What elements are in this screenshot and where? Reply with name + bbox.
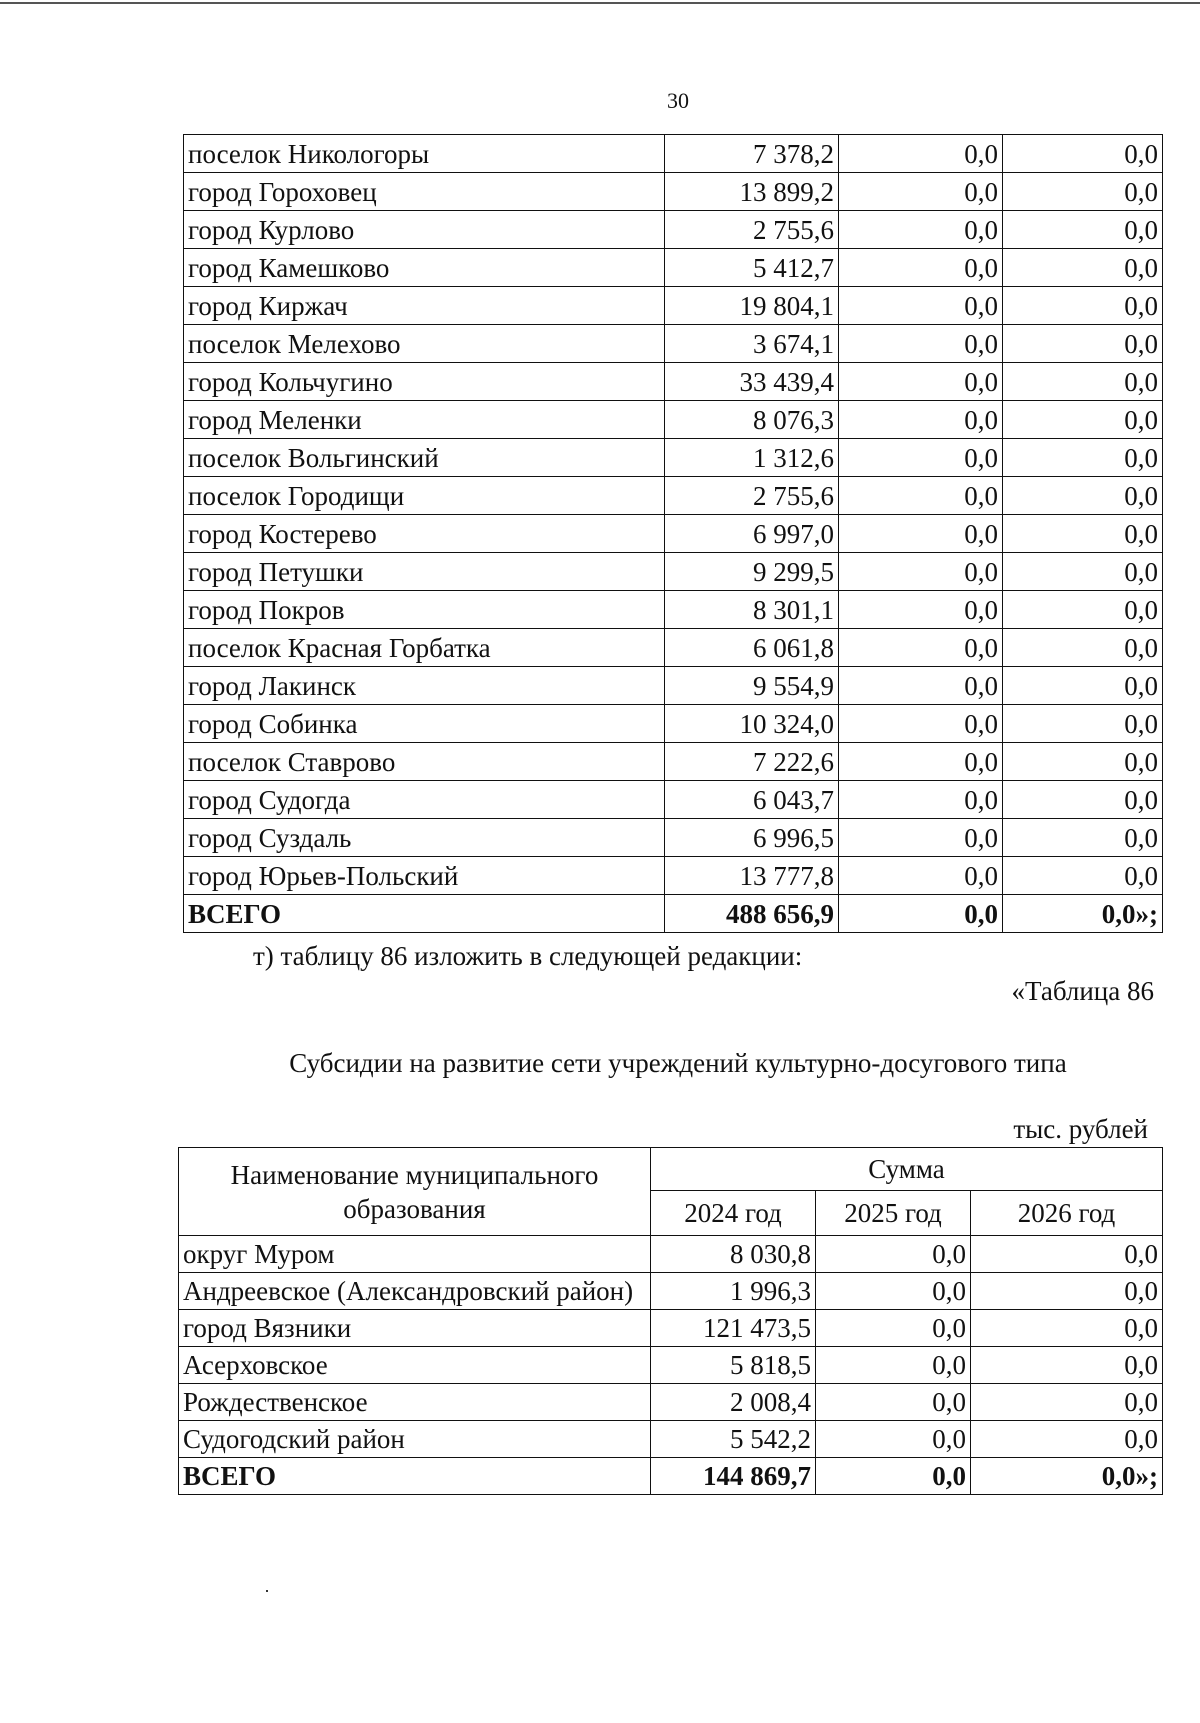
table1-body xyxy=(184,135,1163,933)
municipality-name: город Суздаль xyxy=(184,819,665,857)
amount-2025: 0,0 xyxy=(839,857,1003,895)
table-row xyxy=(179,1347,1163,1384)
table2-body xyxy=(179,1236,1163,1495)
amount-2025: 0,0 xyxy=(816,1384,971,1421)
table-row xyxy=(184,743,1163,781)
scan-speck xyxy=(266,1590,268,1592)
table-row xyxy=(184,287,1163,325)
municipality-name: город Судогда xyxy=(184,781,665,819)
instruction-text: т) таблицу 86 изложить в следующей редакции: xyxy=(253,941,803,971)
amount-2024: 13 777,8 xyxy=(665,857,839,895)
table-row xyxy=(179,1273,1163,1310)
municipality-name: Рождественское xyxy=(179,1384,651,1421)
amount-2026: 0,0 xyxy=(1003,439,1163,477)
amount-2025: 0,0 xyxy=(816,1310,971,1347)
municipality-name: город Меленки xyxy=(184,401,665,439)
amount-2024: 1 996,3 xyxy=(651,1273,816,1310)
municipality-name: Андреевское (Александровский район) xyxy=(179,1273,651,1310)
amount-2024: 1 312,6 xyxy=(665,439,839,477)
municipality-name: город Юрьев-Польский xyxy=(184,857,665,895)
municipality-name: Судогодский район xyxy=(179,1421,651,1458)
units-label: тыс. рублей xyxy=(1013,1114,1148,1144)
amount-2026: 0,0 xyxy=(1003,363,1163,401)
municipality-name: город Лакинск xyxy=(184,667,665,705)
municipality-name: поселок Ставрово xyxy=(184,743,665,781)
amount-2025: 0,0 xyxy=(839,477,1003,515)
amount-2026: 0,0 xyxy=(971,1384,1163,1421)
amount-2025: 0,0 xyxy=(839,781,1003,819)
amount-2024: 5 818,5 xyxy=(651,1347,816,1384)
amount-2024: 8 301,1 xyxy=(665,591,839,629)
amount-2025: 0,0 xyxy=(839,705,1003,743)
table-row xyxy=(184,591,1163,629)
table-row xyxy=(184,211,1163,249)
amount-2024: 19 804,1 xyxy=(665,287,839,325)
municipality-name: город Вязники xyxy=(179,1310,651,1347)
amount-2025: 0,0 xyxy=(839,439,1003,477)
amount-2026: 0,0 xyxy=(1003,819,1163,857)
table-row xyxy=(184,363,1163,401)
amount-2025: 0,0 xyxy=(839,287,1003,325)
table-heading: Субсидии на развитие сети учреждений культурно-досугового типа xyxy=(289,1048,1067,1078)
page-number: 30 xyxy=(667,88,689,113)
municipality-name: поселок Городищи xyxy=(184,477,665,515)
amount-2026: 0,0 xyxy=(1003,135,1163,173)
table-row xyxy=(184,819,1163,857)
amount-2024: 3 674,1 xyxy=(665,325,839,363)
amount-2024: 6 061,8 xyxy=(665,629,839,667)
municipality-name: город Петушки xyxy=(184,553,665,591)
amount-2026: 0,0 xyxy=(971,1273,1163,1310)
amount-2026: 0,0 xyxy=(1003,173,1163,211)
amount-2025: 0,0 xyxy=(839,363,1003,401)
amount-2026: 0,0 xyxy=(1003,477,1163,515)
municipality-name: город Киржач xyxy=(184,287,665,325)
municipality-name: город Покров xyxy=(184,591,665,629)
table-row xyxy=(184,477,1163,515)
municipality-name: город Камешково xyxy=(184,249,665,287)
amount-2025: 0,0 xyxy=(839,629,1003,667)
amount-2024: 144 869,7 xyxy=(651,1458,816,1495)
municipality-name: поселок Никологоры xyxy=(184,135,665,173)
municipality-name: поселок Красная Горбатка xyxy=(184,629,665,667)
table-row xyxy=(184,629,1163,667)
table-row xyxy=(184,553,1163,591)
amount-2024: 488 656,9 xyxy=(665,895,839,933)
amount-2025: 0,0 xyxy=(816,1273,971,1310)
amount-2025: 0,0 xyxy=(816,1458,971,1495)
amount-2025: 0,0 xyxy=(816,1421,971,1458)
amount-2026: 0,0 xyxy=(971,1236,1163,1273)
amount-2026: 0,0 xyxy=(1003,667,1163,705)
amount-2025: 0,0 xyxy=(839,325,1003,363)
table-row xyxy=(184,857,1163,895)
amount-2026: 0,0 xyxy=(1003,515,1163,553)
table-row xyxy=(184,135,1163,173)
municipality-name: Асерховское xyxy=(179,1347,651,1384)
amount-2025: 0,0 xyxy=(839,553,1003,591)
table-row xyxy=(184,401,1163,439)
header-2024: 2024 год xyxy=(651,1191,816,1236)
municipality-name: город Гороховец xyxy=(184,173,665,211)
amount-2025: 0,0 xyxy=(839,173,1003,211)
amount-2024: 6 997,0 xyxy=(665,515,839,553)
amount-2025: 0,0 xyxy=(839,743,1003,781)
table-continued xyxy=(183,134,1163,933)
table-row xyxy=(184,705,1163,743)
municipality-name: город Костерево xyxy=(184,515,665,553)
amount-2025: 0,0 xyxy=(839,895,1003,933)
amount-2026: 0,0 xyxy=(1003,401,1163,439)
amount-2026: 0,0 xyxy=(1003,705,1163,743)
amount-2026: 0,0 xyxy=(971,1347,1163,1384)
table-86 xyxy=(178,1147,1163,1495)
amount-2024: 7 222,6 xyxy=(665,743,839,781)
amount-2024: 8 076,3 xyxy=(665,401,839,439)
amount-2024: 7 378,2 xyxy=(665,135,839,173)
amount-2026: 0,0 xyxy=(1003,553,1163,591)
amount-2026: 0,0 xyxy=(1003,287,1163,325)
amount-2025: 0,0 xyxy=(839,667,1003,705)
amount-2024: 8 030,8 xyxy=(651,1236,816,1273)
amount-2026: 0,0 xyxy=(1003,211,1163,249)
table-row xyxy=(179,1310,1163,1347)
amount-2024: 5 542,2 xyxy=(651,1421,816,1458)
total-row xyxy=(184,895,1163,933)
table-row xyxy=(179,1384,1163,1421)
header-name-column: Наименование муниципального образования xyxy=(179,1148,651,1236)
amount-2025: 0,0 xyxy=(816,1236,971,1273)
amount-2025: 0,0 xyxy=(839,819,1003,857)
amount-2024: 33 439,4 xyxy=(665,363,839,401)
amount-2024: 13 899,2 xyxy=(665,173,839,211)
total-row xyxy=(179,1458,1163,1495)
municipality-name: город Курлово xyxy=(184,211,665,249)
amount-2026: 0,0 xyxy=(971,1310,1163,1347)
table-row xyxy=(184,439,1163,477)
amount-2026: 0,0»; xyxy=(1003,895,1163,933)
municipality-name: город Кольчугино xyxy=(184,363,665,401)
table-row xyxy=(184,515,1163,553)
amount-2025: 0,0 xyxy=(839,591,1003,629)
table-row xyxy=(179,1236,1163,1273)
amount-2026: 0,0 xyxy=(1003,325,1163,363)
table-row xyxy=(184,781,1163,819)
amount-2026: 0,0 xyxy=(1003,629,1163,667)
amount-2026: 0,0 xyxy=(1003,781,1163,819)
amount-2024: 5 412,7 xyxy=(665,249,839,287)
amount-2026: 0,0 xyxy=(1003,857,1163,895)
header-sum: Сумма xyxy=(651,1148,1163,1191)
amount-2024: 6 043,7 xyxy=(665,781,839,819)
amount-2024: 9 299,5 xyxy=(665,553,839,591)
amount-2025: 0,0 xyxy=(839,401,1003,439)
amount-2025: 0,0 xyxy=(816,1347,971,1384)
table-row xyxy=(184,667,1163,705)
amount-2025: 0,0 xyxy=(839,135,1003,173)
scan-top-edge xyxy=(0,2,1200,4)
table2-header-row xyxy=(179,1148,1163,1191)
amount-2026: 0,0»; xyxy=(971,1458,1163,1495)
amount-2026: 0,0 xyxy=(1003,591,1163,629)
municipality-name: ВСЕГО xyxy=(184,895,665,933)
amount-2024: 121 473,5 xyxy=(651,1310,816,1347)
table-row xyxy=(184,249,1163,287)
header-2025: 2025 год xyxy=(816,1191,971,1236)
amount-2026: 0,0 xyxy=(971,1421,1163,1458)
municipality-name: округ Муром xyxy=(179,1236,651,1273)
municipality-name: ВСЕГО xyxy=(179,1458,651,1495)
amount-2024: 10 324,0 xyxy=(665,705,839,743)
municipality-name: поселок Мелехово xyxy=(184,325,665,363)
amount-2026: 0,0 xyxy=(1003,249,1163,287)
amount-2024: 2 755,6 xyxy=(665,477,839,515)
table-row xyxy=(179,1421,1163,1458)
amount-2025: 0,0 xyxy=(839,211,1003,249)
amount-2024: 2 755,6 xyxy=(665,211,839,249)
table-row xyxy=(184,173,1163,211)
header-2026: 2026 год xyxy=(971,1191,1163,1236)
table-row xyxy=(184,325,1163,363)
table-label: «Таблица 86 xyxy=(1011,976,1154,1006)
amount-2024: 2 008,4 xyxy=(651,1384,816,1421)
amount-2025: 0,0 xyxy=(839,249,1003,287)
amount-2026: 0,0 xyxy=(1003,743,1163,781)
amount-2025: 0,0 xyxy=(839,515,1003,553)
amount-2024: 9 554,9 xyxy=(665,667,839,705)
amount-2024: 6 996,5 xyxy=(665,819,839,857)
municipality-name: поселок Вольгинский xyxy=(184,439,665,477)
municipality-name: город Собинка xyxy=(184,705,665,743)
